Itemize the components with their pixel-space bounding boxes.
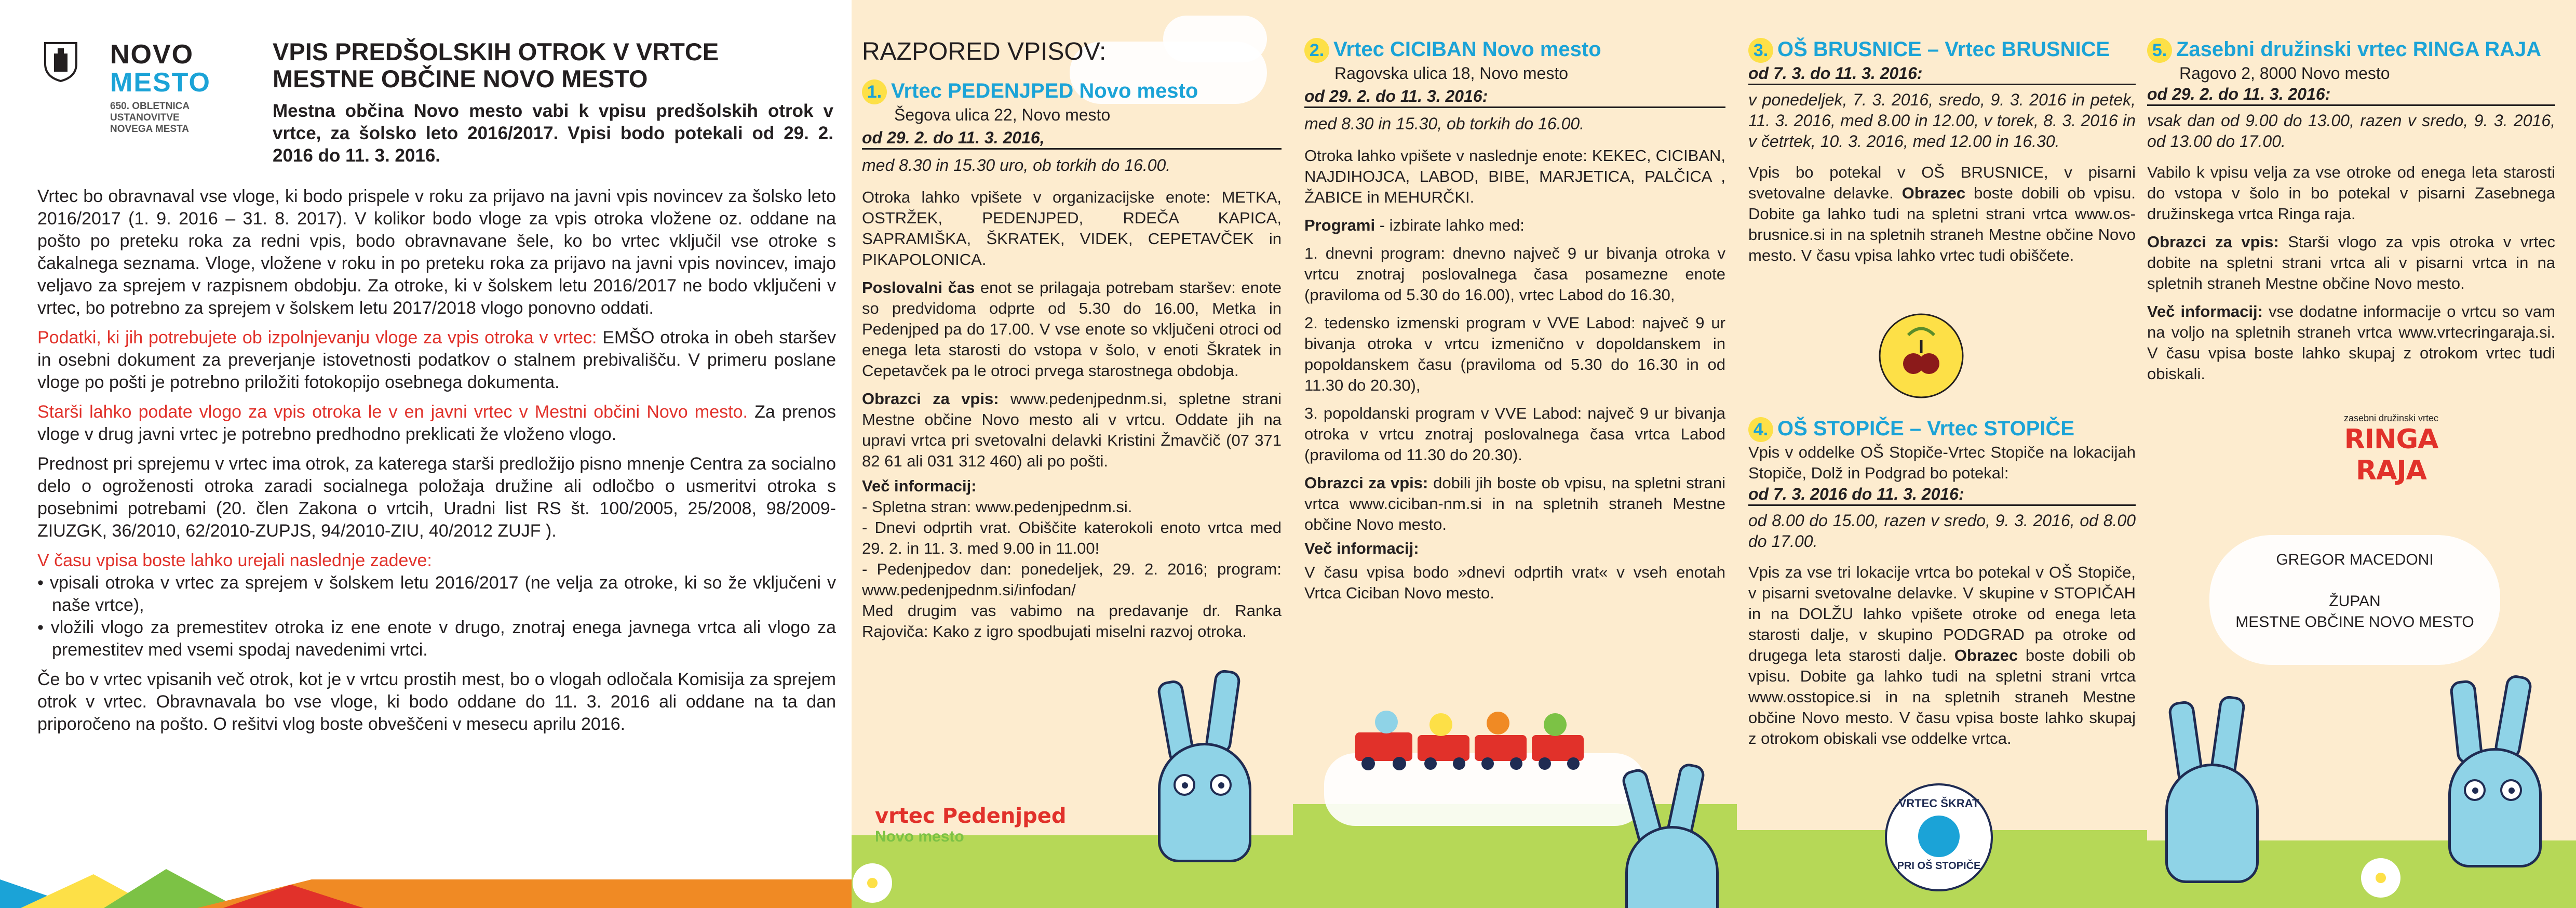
section-text: Vabilo k vpisu velja za vse otroke od enega leta starosti do vstopa v šolo in bo potekal v pisarni Zasebnega družinskega vrtca Ringa raja.: [2147, 163, 2555, 223]
ringa-raja-logo: [2313, 413, 2469, 486]
section-title-ringa-raja: [2147, 36, 2555, 63]
logo-wordmark-bottom: MESTO: [110, 68, 211, 98]
panel-ciciban: [1293, 0, 1737, 908]
section-hours: v ponedeljek, 7. 3. 2016, sredo, 9. 3. 2016 in petek, 11. 3. 2016, med 8.00 in 12.00, v torek, 8. 3. 2016 in v četrtek, 10. 3. 2016, med 12.00 in 16.30.: [1748, 90, 2136, 151]
intro-paragraph-2: [37, 327, 836, 394]
panel-pedenjped: [852, 0, 1293, 908]
panel-ringa-raja: [2147, 0, 2576, 908]
list-item: • vpisali otroka v vrtec za sprejem v šolskem letu 2016/2017 (ne velja za otroke, ki so že vključeni v naše vrtce),: [37, 573, 836, 615]
section-title-text: Vrtec PEDENJPED Novo mesto: [891, 79, 1198, 102]
mayor-name: GREGOR MACEDONI: [2276, 551, 2434, 568]
section-date: od 29. 2. do 11. 3. 2016:: [2147, 84, 2555, 106]
bullet-1-text: vpisali otroka v vrtec za sprejem v šolskem letu 2016/2017 (ne velja za otroke, ki so že vključeni v naše vrtce),: [50, 573, 836, 615]
section-address: Ragovska ulica 18, Novo mesto: [1334, 64, 1568, 83]
badge-top-text: VRTEC ŠKRAT: [1898, 797, 1979, 810]
section-intro: Vpis v oddelke OŠ Stopiče-Vrtec Stopiče na lokacijah Stopiče, Dolž in Podgrad bo potekal:: [1748, 443, 2136, 482]
pedenjped-logo: [875, 804, 1066, 846]
intro-panel: [0, 0, 852, 908]
section-number: 3.: [1748, 38, 1773, 63]
intro-paragraph-6: Če bo v vrtec vpisanih več otrok, kot je v vrtcu prostih mest, bo o vlogah odločala Komisija za sprejem otrok v vrtec. Obravnavala bo vse vloge, ki bodo oddane do 11. 3. 2016 ali oddane na ta dan priporočeno na pošto. O rešitvi vlog boste obveščeni v mesecu aprilu 2016.: [37, 670, 836, 734]
vrtec-skrat-badge: [1885, 783, 1993, 891]
stopice-text-b: boste dobili ob vpisu. Dobite ga lahko tudi na spletni strani vrtca www.osstopice.si in na spletnih straneh Mestne občine Novo mesto. V času vpisa boste lahko skupaj z otrokom obiskali vse oddelke vrtca.: [1748, 646, 2136, 747]
brusnice-text-a: Vpis bo potekal v OŠ BRUSNICE, v pisarni svetovalne delavke.: [1748, 163, 2136, 202]
program-item: 1. dnevni program: dnevno največ 9 ur bivanja otroka v vrtcu znotraj poslovalnega časa posamezne enote (praviloma od 5.30 do 16.00), vrtec Labod do 16.30,: [1304, 244, 1725, 304]
ringa-raja-logo-small: zasebni družinski vrtec: [2343, 413, 2439, 423]
section-date: od 29. 2. do 11. 3. 2016:: [1304, 86, 1725, 108]
intro-paragraph-3-text: Za prenos vloge v drug javni vrtec je potrebno predhodno preklicati že vloženo vlogo.: [37, 402, 836, 444]
section-hours: vsak dan od 9.00 do 13.00, razen v sredo, 9. 3. 2016, od 13.00 do 17.00.: [2147, 111, 2555, 151]
section-hours: med 8.30 in 15.30 uro, ob torkih do 16.00.: [862, 156, 1171, 175]
intro-paragraph-4: Prednost pri sprejemu v vrtec ima otrok, za katerega starši predložijo pisno mnenje Centra za socialno delo o ogroženosti otroka zaradi socialnega položaja družine ali odločbo o usmeritvi otroka s posebnimi potrebami (20. člen Zakona o vrtcih, Uradni list RS št. 100/2005, 25/2008, 98/2009-ZIUZGK, 36/2010, 62/2010-ZUPJS, 94/2010-ZIU, 40/2012 ZUJF ).: [37, 454, 836, 541]
page-title-line1: VPIS PREDŠOLSKIH OTROK V VRTCE: [273, 38, 719, 65]
info-line: - Dnevi odprtih vrat. Obiščite katerokoli enoto vrtca med 29. 2. in 11. 3. med 9.00 in 11.00!: [862, 518, 1282, 557]
list-item: • vložili vlogo za premestitev otroka iz ene enote v drugo, znotraj enega javnega vrtca ali vlogo za premestitev med vsemi spodaj navedenimi vrtci.: [37, 618, 836, 660]
intro-paragraph-2-text: EMŠO otroka in obeh staršev in osebni dokument za preverjanje istovetnosti podatkov o stalnem prebivališču. V primeru poslane vloge po pošti je potrebno priložiti fotokopijo osebnega dokumenta.: [37, 328, 836, 392]
info-line: - Pedenjpedov dan: ponedeljek, 29. 2. 2016; program: www.pedenjpednm.si/infodan/: [862, 560, 1282, 599]
section-units: Otroka lahko vpišete v organizacijske enote: METKA, OSTRŽEK, PEDENJPED, RDEČA KAPICA, SAPRAMIŠKA, ŠKRATEK, VIDEK, CEPETAVČEK in PIKAPOLONICA.: [862, 188, 1282, 269]
section-title-brusnice: [1748, 36, 2136, 63]
section-number: 5.: [2147, 38, 2172, 63]
section-number: 2.: [1304, 38, 1329, 63]
forms-label: Obrazci za vpis:: [862, 390, 999, 408]
bunny-illustration: [1142, 670, 1277, 867]
pedenjped-logo-line1: vrtec Pedenjped: [875, 804, 1067, 828]
info-label: Več informacij:: [2147, 302, 2263, 321]
program-item: 2. tedensko izmenski program v VVE Labod: največ 9 ur bivanja otroka v vrtcu izmenično v dopoldanskem in popoldanskem času (praviloma od 5.30 do 16.30 in od 11.30 do 20.30),: [1304, 314, 1725, 394]
section-text: [1748, 562, 2136, 749]
section-forms: [862, 389, 1282, 472]
programs-text: - izbirate lahko med:: [1375, 216, 1525, 234]
pedenjped-logo-line2: Novo mesto: [875, 828, 964, 845]
decorative-stripe: [0, 859, 852, 908]
forms-text: dobili jih boste ob vpisu, na spletni strani vrtca www.ciciban-nm.si in na spletnih straneh Mestne občine Novo mesto.: [1304, 474, 1725, 533]
info-line: - Spletna stran: www.pedenjpednm.si.: [862, 498, 1132, 516]
bunny-illustration: [2427, 670, 2562, 867]
badge-bottom-text: PRI OŠ STOPIČE: [1897, 860, 1981, 872]
section-hours: med 8.30 in 15.30, ob torkih do 16.00.: [1304, 114, 1585, 133]
signature-block: [2215, 550, 2495, 633]
forms-label: Obrazec: [1901, 184, 1966, 202]
business-hours-text: enot se prilagaja potrebam staršev: enote so predvidoma odprte od 5.30 do 16.00, Metka in Pedenjped pa do 17.00. V vse enote so vključeni otroci od enega leta starosti do vstopa v šolo, v enoti Škratek in Cepetavček pa le otroci prvega starostnega obdobja.: [862, 278, 1282, 380]
section-forms: [2147, 232, 2555, 294]
section-title-text: OŠ BRUSNICE – Vrtec BRUSNICE: [1777, 38, 2110, 61]
forms-text: www.pedenjpednm.si, spletne strani Mestne občine Novo mesto ali v vrtcu. Oddate jih na upravi vrtca pri svetovalni delavki Kristini Žmavčič (07 371 82 61 ali 031 312 460) ali po pošti.: [862, 390, 1282, 470]
intro-paragraph-3: [37, 401, 836, 446]
schedule-heading: RAZPORED VPISOV:: [862, 38, 1107, 65]
info-text: V času vpisa bodo »dnevi odprtih vrat« v vseh enotah Vrtca Ciciban Novo mesto.: [1304, 563, 1725, 602]
section-forms: [1304, 473, 1725, 535]
stopice-text-a: Vpis za vse tri lokacije vrtca bo potekal v OŠ Stopiče, v pisarni svetovalne delavke. V skupine v STOPIČAH in na DOLŽU lahko vpišete otroke od enega leta starosti dalje, v skupino PODGRAD pa otroke od drugega leta starosti dalje.: [1748, 563, 2136, 664]
intro-paragraph-5: V času vpisa boste lahko urejali naslednje zadeve:: [37, 551, 432, 570]
bullet-2-text: vložili vlogo za premestitev otroka iz ene enote v drugo, znotraj enega javnega vrtca ali vlogo za premestitev med vsemi spodaj navedenimi vrtci.: [50, 618, 836, 660]
intro-paragraph-3-highlight: Starši lahko podate vlogo za vpis otroka le v en javni vrtec v Mestni občini Novo mesto.: [37, 402, 748, 422]
forms-text: Starši vlogo za vpis otroka v vrtec dobite na spletni strani vrtca ali v pisarni vrtca in na spletnih straneh Mestne občine Novo mesto.: [2147, 233, 2556, 292]
section-title-ciciban: [1304, 36, 1725, 63]
section-title-text: Zasebni družinski vrtec RINGA RAJA: [2176, 38, 2542, 61]
bunny-illustration: [1615, 758, 1729, 908]
logo-wordmark-top: NOVO: [110, 39, 194, 70]
page-title: [273, 38, 833, 92]
intro-paragraph-1: Vrtec bo obravnaval vse vloge, ki bodo prispele v roku za prijavo na javni vpis novincev za šolsko leto 2016/2017 (1. 9. 2016 – 31. 8. 2017). V kolikor bodo vloge za vpis otroka vložene oz. oddane na pošto po preteku roka za redni vpis, bodo obravnavane šele, ko bo vrtec vključil vse otroke s čakalnega seznama. Vloge, vložene v roku in po preteku roka za prijavo na javni vpis novincev, imajo veljavo za sprejem v razpisnem obdobju. Za otroke, ki v šolskem letu 2016/2017 ne bodo vključeni v vrtec, bo potrebno za sprejem v šolskem letu 2017/2018 vlogo ponovno oddati.: [37, 186, 836, 318]
section-title-text: Vrtec CICIBAN Novo mesto: [1333, 38, 1601, 61]
info-line: Med drugim vas vabimo na predavanje dr. Ranka Rajoviča: Kako z igro spodbujati miselni razvoj otroka.: [862, 602, 1282, 640]
programs-label: Programi: [1304, 216, 1375, 234]
novo-mesto-logo: [110, 41, 214, 135]
business-hours-label: Poslovalni čas: [862, 278, 975, 297]
logo-anniversary-3: NOVEGA MESTA: [110, 124, 190, 135]
ringa-raja-logo-main: RINGA RAJA: [2344, 424, 2438, 486]
forms-label: Obrazec: [1954, 646, 2018, 664]
section-programs: [1304, 215, 1725, 236]
section-text: [1748, 162, 2136, 266]
section-info: [2147, 301, 2555, 384]
brusnice-text-b: boste dobili ob vpisu. Dobite ga lahko tudi na spletni strani vrtca www.os-brusnice.si in na spletnih straneh Mestne občine Novo mesto. V času vpisa lahko vrtec tudi obiščete.: [1748, 184, 2136, 264]
section-title-stopice: [1748, 416, 2136, 442]
info-label: Več informacij:: [1304, 539, 1419, 557]
logo-anniversary-1: 650. OBLETNICA: [110, 101, 190, 112]
panel-brusnice-stopice: [1737, 0, 2147, 908]
coat-of-arms-icon: [43, 41, 79, 82]
section-date: od 7. 3. 2016 do 11. 3. 2016:: [1748, 484, 2136, 506]
section-title-text: OŠ STOPIČE – Vrtec STOPIČE: [1777, 417, 2075, 440]
section-units: Otroka lahko vpišete v naslednje enote: KEKEC, CICIBAN, NAJDIHOJCA, LABOD, BIBE, MARJETICA, PALČICA , ŽABICE in MEHURČKI.: [1304, 146, 1725, 206]
mayor-role: ŽUPAN: [2329, 593, 2381, 610]
forms-label: Obrazci za vpis:: [1304, 474, 1428, 492]
lead-text: Mestna občina Novo mesto vabi k vpisu predšolskih otrok v vrtce, za šolsko leto 2016/2017. Vpisi bodo potekali od 29. 2. 2016 do 11. 3. 2016.: [273, 101, 833, 166]
section-number: 1.: [862, 79, 887, 104]
bullet-list: [37, 572, 836, 661]
program-item: 3. popoldanski program v VVE Labod: največ 9 ur bivanja otroka v vrtcu znotraj poslovalnega časa vrtca Labod (praviloma od 11.30 do 20.30).: [1304, 404, 1725, 464]
train-illustration: [1355, 706, 1604, 774]
page-title-line2: MESTNE OBČINE NOVO MESTO: [273, 65, 648, 92]
info-label: Več informacij:: [862, 477, 977, 495]
section-date: od 29. 2. do 11. 3. 2016,: [862, 127, 1282, 150]
mayor-office: MESTNE OBČINE NOVO MESTO: [2235, 613, 2474, 631]
section-hours: od 8.00 do 15.00, razen v sredo, 9. 3. 2016, od 8.00 do 17.00.: [1748, 511, 2136, 551]
logo-anniversary-2: USTANOVITVE: [110, 112, 180, 123]
section-address: Ragovo 2, 8000 Novo mesto: [2179, 64, 2390, 83]
section-address: Šegova ulica 22, Novo mesto: [894, 105, 1111, 124]
brusnice-school-badge: [1877, 312, 1965, 400]
intro-paragraph-2-highlight: Podatki, ki jih potrebujete ob izpolnjevanju vloge za vpis otroka v vrtec:: [37, 328, 597, 348]
section-title-pedenjped: [862, 78, 1282, 104]
section-business-hours: [862, 277, 1282, 381]
section-number: 4.: [1748, 417, 1773, 442]
info-text: vse dodatne informacije o vrtcu so vam na voljo na spletnih straneh vrtca www.vrtecringaraja.si. V času vpisa boste lahko skupaj z otrokom vrtec tudi obiskali.: [2147, 302, 2555, 383]
section-date: od 7. 3. do 11. 3. 2016:: [1748, 63, 2136, 85]
forms-label: Obrazci za vpis:: [2147, 233, 2279, 251]
bunny-illustration: [2157, 696, 2261, 867]
